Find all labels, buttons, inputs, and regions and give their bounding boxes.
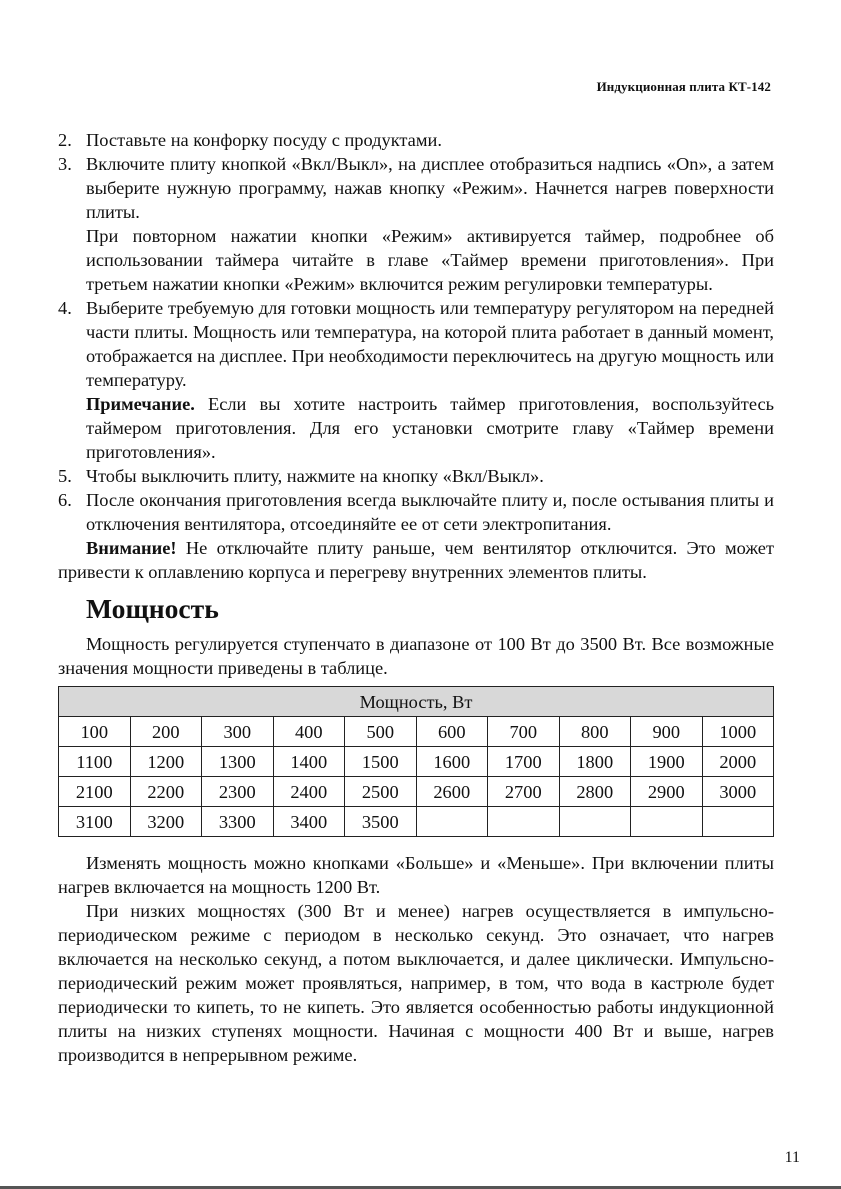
table-cell: 1600: [416, 747, 488, 777]
table-cell: 1000: [702, 717, 774, 747]
page-content: [58, 128, 774, 1067]
power-table-body: [59, 717, 774, 837]
list-item: [58, 152, 774, 296]
table-cell: 2800: [559, 777, 631, 807]
steps-list: [58, 128, 774, 536]
table-cell: 3300: [202, 807, 274, 837]
table-row: [59, 717, 774, 747]
table-cell: 3000: [702, 777, 774, 807]
table-cell: [559, 807, 631, 837]
table-cell: 200: [130, 717, 202, 747]
list-item: [58, 128, 774, 152]
note-text: Если вы хотите настроить таймер приготовления, воспользуйтесь таймером приготовления. Для его установки смотрите главу «Таймер времени приготовления».: [86, 394, 774, 462]
list-item-number: 3.: [58, 154, 72, 174]
list-item-text: При повторном нажатии кнопки «Режим» активируется таймер, подробнее об использовании таймера читайте в главе «Таймер времени приготовления». При третьем нажатии кнопки «Режим» включится режим регулировки температуры.: [86, 226, 774, 294]
note-paragraph: [86, 392, 774, 464]
table-cell: 2500: [345, 777, 417, 807]
list-item: [58, 296, 774, 464]
power-table-header: Мощность, Вт: [59, 687, 774, 717]
body-paragraph: При низких мощностях (300 Вт и менее) нагрев осуществляется в импульсно-периодическом режиме с периодом в несколько секунд. Это означает, что нагрев включается на несколько секунд, а потом выключается, и далее циклически. Импульсно-периодический режим может проявляться, например, в том, что вода в кастрюле будет периодически то кипеть, то не кипеть. Это является особенностью работы индукционной плиты на низких ступенях мощности. Начиная с мощности 400 Вт и выше, нагрев производится в непрерывном режиме.: [58, 901, 774, 1065]
table-cell: 2700: [488, 777, 560, 807]
table-cell: 600: [416, 717, 488, 747]
table-cell: 2900: [631, 777, 703, 807]
page-number: 11: [784, 1149, 800, 1166]
note-label: Примечание.: [86, 394, 195, 414]
list-item-text: После окончания приготовления всегда выключайте плиту и, после остывания плиты и отключения вентилятора, отсоединяйте ее от сети электропитания.: [86, 490, 774, 534]
table-cell: 500: [345, 717, 417, 747]
list-item: [58, 488, 774, 536]
table-cell: [488, 807, 560, 837]
table-cell: 1400: [273, 747, 345, 777]
table-cell: 1700: [488, 747, 560, 777]
list-item-number: 4.: [58, 298, 72, 318]
warning-label: Внимание!: [86, 538, 177, 558]
table-cell: 3100: [59, 807, 131, 837]
section-intro: Мощность регулируется ступенчато в диапазоне от 100 Вт до 3500 Вт. Все возможные значения мощности приведены в таблице.: [58, 634, 774, 678]
table-cell: 2100: [59, 777, 131, 807]
table-cell: [702, 807, 774, 837]
table-cell: 1100: [59, 747, 131, 777]
table-cell: 2200: [130, 777, 202, 807]
table-cell: 100: [59, 717, 131, 747]
table-cell: 3400: [273, 807, 345, 837]
table-row: [59, 807, 774, 837]
warning-text: Не отключайте плиту раньше, чем вентилятор отключится. Это может привести к оплавлению корпуса и перегреву внутренних элементов плиты.: [58, 538, 774, 582]
list-item-text: Выберите требуемую для готовки мощность или температуру регулятором на передней части плиты. Мощность или температура, на которой плита работает в данный момент, отображается на дисплее. При необходимости переключитесь на другую мощность или температуру.: [86, 298, 774, 390]
table-cell: 1300: [202, 747, 274, 777]
table-cell: 400: [273, 717, 345, 747]
list-item-text: Включите плиту кнопкой «Вкл/Выкл», на дисплее отобразиться надпись «On», а затем выберите нужную программу, нажав кнопку «Режим». Начнется нагрев поверхности плиты.: [86, 154, 774, 222]
body-paragraph: Изменять мощность можно кнопками «Больше» и «Меньше». При включении плиты нагрев включается на мощность 1200 Вт.: [58, 853, 774, 897]
table-cell: 1900: [631, 747, 703, 777]
list-item: [58, 464, 774, 488]
table-cell: 1800: [559, 747, 631, 777]
running-title: Индукционная плита КТ-142: [596, 79, 771, 94]
table-cell: [416, 807, 488, 837]
table-row: [59, 747, 774, 777]
table-cell: 300: [202, 717, 274, 747]
table-row: [59, 777, 774, 807]
warning-paragraph: [58, 536, 774, 584]
table-cell: 1200: [130, 747, 202, 777]
table-cell: 2300: [202, 777, 274, 807]
list-item-number: 5.: [58, 466, 72, 486]
table-cell: 700: [488, 717, 560, 747]
table-cell: 2400: [273, 777, 345, 807]
table-cell: 3500: [345, 807, 417, 837]
section-heading: Мощность: [86, 593, 219, 624]
list-item-text: Поставьте на конфорку посуду с продуктами.: [86, 130, 442, 150]
table-cell: 900: [631, 717, 703, 747]
table-cell: 2600: [416, 777, 488, 807]
table-cell: 800: [559, 717, 631, 747]
table-cell: 3200: [130, 807, 202, 837]
list-item-text: Чтобы выключить плиту, нажмите на кнопку «Вкл/Выкл».: [86, 466, 544, 486]
list-item-number: 6.: [58, 490, 72, 510]
table-cell: 2000: [702, 747, 774, 777]
table-cell: [631, 807, 703, 837]
list-item-number: 2.: [58, 130, 72, 150]
power-table: [58, 686, 774, 837]
table-cell: 1500: [345, 747, 417, 777]
